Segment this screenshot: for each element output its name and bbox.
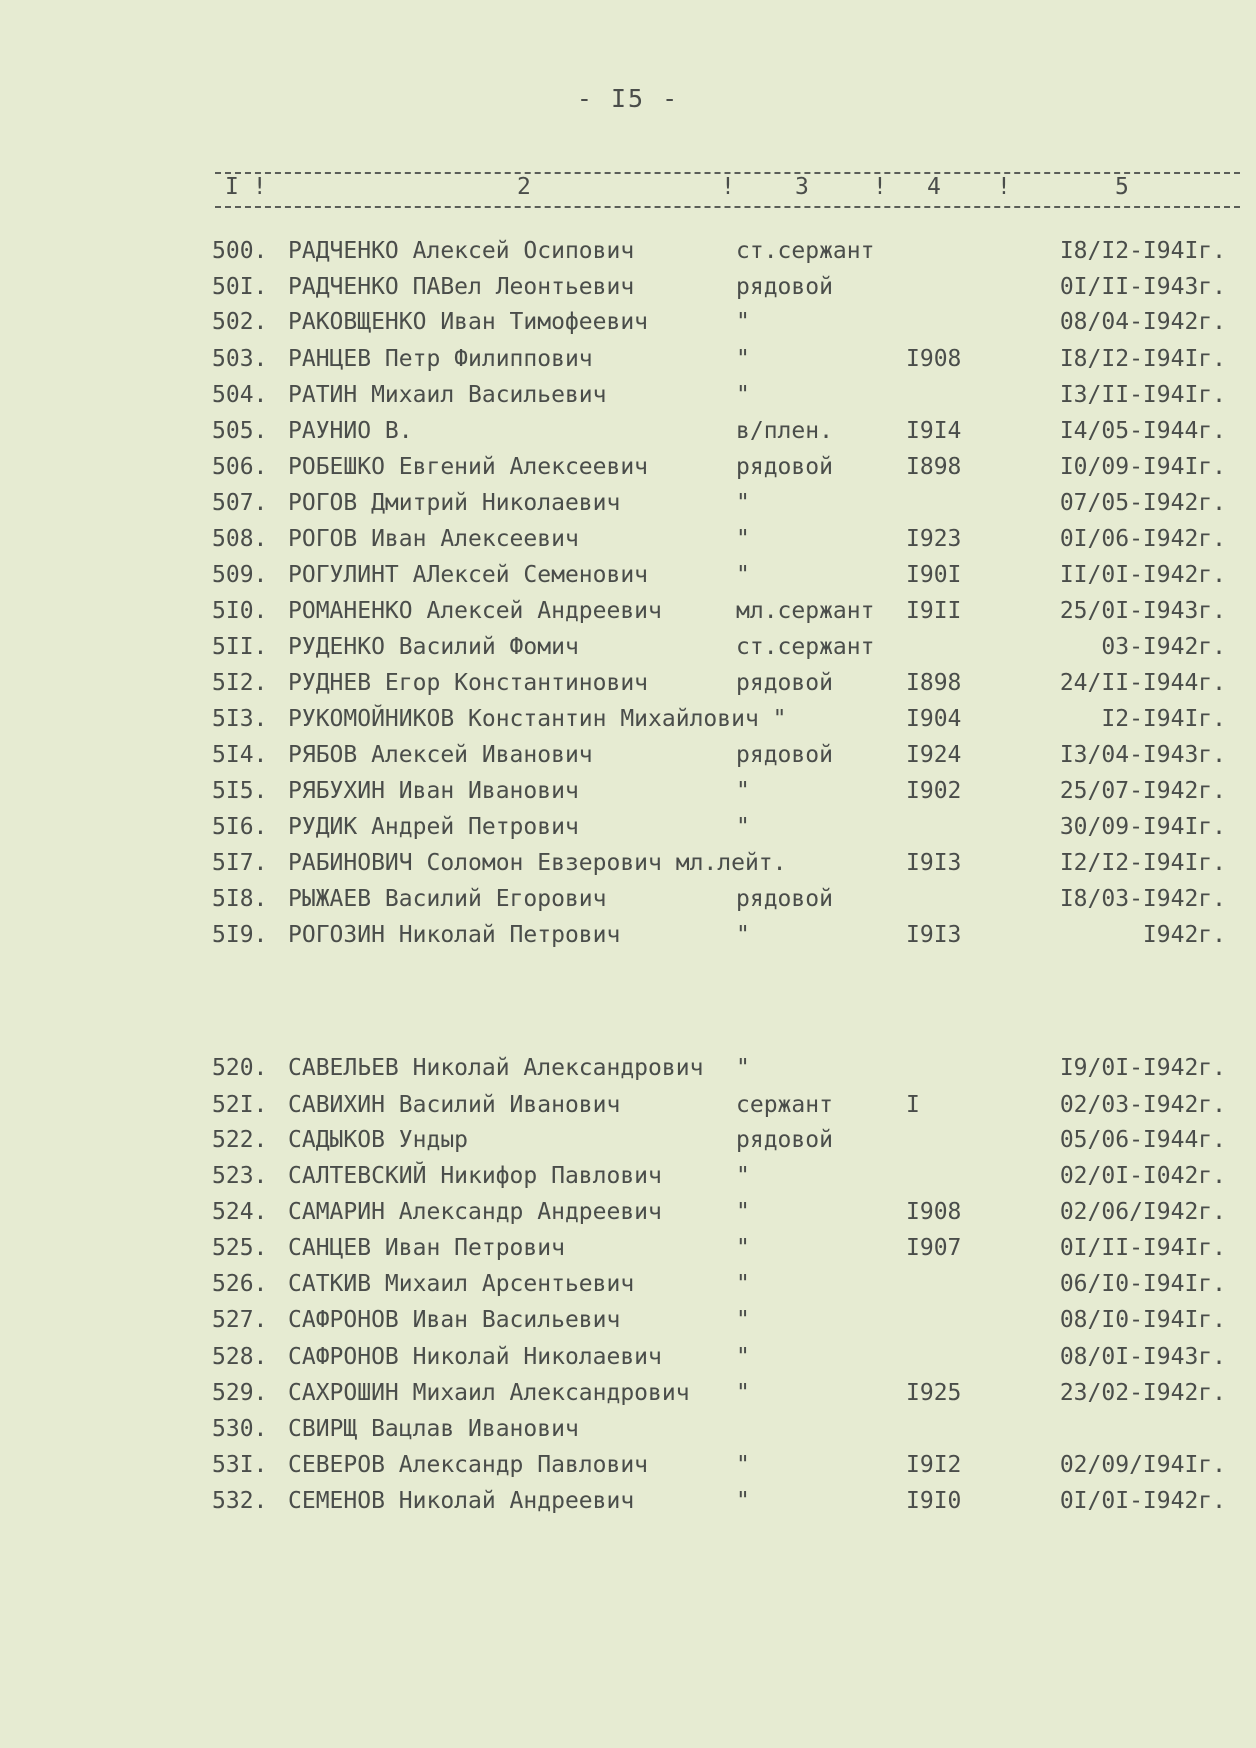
table-row	[0, 778, 1256, 812]
header-col-3: 3	[795, 174, 809, 200]
military-rank: "	[736, 309, 750, 335]
death-date: I942г.	[1142, 922, 1226, 948]
soldier-name: САХРОШИН Михаил Александрович	[288, 1380, 690, 1406]
military-rank: мл.сержант	[736, 598, 875, 624]
row-number: 5I7.	[212, 850, 268, 876]
death-date: I2-I94Iг.	[1101, 706, 1226, 732]
table-row	[0, 1488, 1256, 1522]
soldier-name: САВЕЛЬЕВ Николай Александрович	[288, 1055, 704, 1081]
death-date: 02/06/I942г.	[1059, 1199, 1226, 1225]
birth-year: I904	[906, 706, 962, 732]
military-rank: "	[736, 1452, 750, 1478]
table-row	[0, 309, 1256, 343]
table-row	[0, 1127, 1256, 1161]
death-date: 0I/II-I94Iг.	[1059, 1235, 1226, 1261]
birth-year: I9I0	[906, 1488, 962, 1514]
table-row	[0, 1055, 1256, 1089]
military-rank: ст.сержант	[736, 238, 875, 264]
table-row	[0, 274, 1256, 308]
soldier-name: САЛТЕВСКИЙ Никифор Павлович	[288, 1163, 662, 1189]
death-date: 02/09/I94Iг.	[1059, 1452, 1226, 1478]
birth-year: I898	[906, 670, 962, 696]
soldier-name: РОГОВ Иван Алексеевич	[288, 526, 579, 552]
birth-year: I	[906, 1092, 920, 1118]
soldier-name: РАДЧЕНКО Алексей Осипович	[288, 238, 635, 264]
table-row	[0, 1416, 1256, 1450]
military-rank: "	[736, 1344, 750, 1370]
table-row	[0, 1452, 1256, 1486]
military-rank: "	[736, 382, 750, 408]
table-row	[0, 1092, 1256, 1126]
death-date: 25/07-I942г.	[1059, 778, 1226, 804]
death-date: 02/03-I942г.	[1059, 1092, 1226, 1118]
row-number: 524.	[212, 1199, 268, 1225]
soldier-name: РУДИК Андрей Петрович	[288, 814, 579, 840]
table-row	[0, 526, 1256, 560]
birth-year: I898	[906, 454, 962, 480]
death-date: 08/0I-I943г.	[1059, 1344, 1226, 1370]
soldier-name: РУДНЕВ Егор Константинович	[288, 670, 649, 696]
military-rank: "	[736, 1380, 750, 1406]
birth-year: I9I3	[906, 922, 962, 948]
soldier-name: РЫЖАЕВ Василий Егорович	[288, 886, 607, 912]
row-number: 50I.	[212, 274, 268, 300]
birth-year: I9I3	[906, 850, 962, 876]
military-rank: рядовой	[736, 274, 833, 300]
row-number: 5II.	[212, 634, 268, 660]
row-number: 505.	[212, 418, 268, 444]
death-date: 24/II-I944г.	[1059, 670, 1226, 696]
header-separator: !	[997, 174, 1011, 200]
military-rank: рядовой	[736, 454, 833, 480]
military-rank: "	[736, 1488, 750, 1514]
table-row	[0, 1235, 1256, 1269]
table-row	[0, 454, 1256, 488]
soldier-name: РОГУЛИНТ АЛексей Семенович	[288, 562, 649, 588]
death-date: I4/05-I944г.	[1059, 418, 1226, 444]
soldier-name: САДЫКОВ Ундыр	[288, 1127, 469, 1153]
military-rank: сержант	[736, 1092, 833, 1118]
death-date: I9/0I-I942г.	[1059, 1055, 1226, 1081]
soldier-name: САТКИВ Михаил Арсентьевич	[288, 1271, 635, 1297]
row-number: 52I.	[212, 1092, 268, 1118]
birth-year: I90I	[906, 562, 962, 588]
military-rank: "	[736, 1199, 750, 1225]
death-date: 07/05-I942г.	[1059, 490, 1226, 516]
soldier-name: РАНЦЕВ Петр Филиппович	[288, 346, 593, 372]
header-separator: !	[721, 174, 735, 200]
table-row	[0, 814, 1256, 848]
military-rank: "	[736, 490, 750, 516]
birth-year: I923	[906, 526, 962, 552]
soldier-name: РУДЕНКО Василий Фомич	[288, 634, 579, 660]
death-date: 08/I0-I94Iг.	[1059, 1307, 1226, 1333]
row-number: 5I0.	[212, 598, 268, 624]
death-date: 06/I0-I94Iг.	[1059, 1271, 1226, 1297]
military-rank: "	[736, 1163, 750, 1189]
row-number: 508.	[212, 526, 268, 552]
table-row	[0, 886, 1256, 920]
birth-year: I9I4	[906, 418, 962, 444]
birth-year: I908	[906, 346, 962, 372]
soldier-name: РАКОВЩЕНКО Иван Тимофеевич	[288, 309, 649, 335]
death-date: I8/03-I942г.	[1059, 886, 1226, 912]
row-number: 504.	[212, 382, 268, 408]
row-number: 526.	[212, 1271, 268, 1297]
header-col-1: I !	[225, 174, 267, 200]
birth-year: I924	[906, 742, 962, 768]
row-number: 502.	[212, 309, 268, 335]
death-date: 08/04-I942г.	[1059, 309, 1226, 335]
military-rank: рядовой	[736, 742, 833, 768]
death-date: I8/I2-I94Iг.	[1059, 346, 1226, 372]
death-date: 23/02-I942г.	[1059, 1380, 1226, 1406]
row-number: 509.	[212, 562, 268, 588]
table-header	[215, 172, 1240, 208]
soldier-name: САВИХИН Василий Иванович	[288, 1092, 621, 1118]
table-row	[0, 1271, 1256, 1305]
death-date: I2/I2-I94Iг.	[1059, 850, 1226, 876]
soldier-name: САФРОНОВ Николай Николаевич	[288, 1344, 662, 1370]
row-number: 5I3.	[212, 706, 268, 732]
table-row	[0, 850, 1256, 884]
soldier-name: САНЦЕВ Иван Петрович	[288, 1235, 565, 1261]
row-number: 530.	[212, 1416, 268, 1442]
military-rank: "	[736, 1271, 750, 1297]
birth-year: I925	[906, 1380, 962, 1406]
military-rank: рядовой	[736, 1127, 833, 1153]
row-number: 523.	[212, 1163, 268, 1189]
row-number: 53I.	[212, 1452, 268, 1478]
death-date: 05/06-I944г.	[1059, 1127, 1226, 1153]
table-row	[0, 1344, 1256, 1378]
military-rank: "	[736, 346, 750, 372]
table-row	[0, 634, 1256, 668]
soldier-name: РАТИН Михаил Васильевич	[288, 382, 607, 408]
death-date: 02/0I-I042г.	[1059, 1163, 1226, 1189]
birth-year: I902	[906, 778, 962, 804]
table-row	[0, 238, 1256, 272]
military-rank: "	[736, 922, 750, 948]
military-rank: "	[736, 1055, 750, 1081]
soldier-name: РАБИНОВИЧ Соломон Евзерович мл.лейт.	[288, 850, 787, 876]
table-row	[0, 1199, 1256, 1233]
table-row	[0, 922, 1256, 956]
military-rank: рядовой	[736, 670, 833, 696]
soldier-name: САМАРИН Александр Андреевич	[288, 1199, 662, 1225]
table-row	[0, 670, 1256, 704]
table-row	[0, 1307, 1256, 1341]
birth-year: I907	[906, 1235, 962, 1261]
military-rank: в/плен.	[736, 418, 833, 444]
soldier-name: РОМАНЕНКО Алексей Андреевич	[288, 598, 662, 624]
row-number: 507.	[212, 490, 268, 516]
soldier-name: САФРОНОВ Иван Васильевич	[288, 1307, 621, 1333]
row-number: 528.	[212, 1344, 268, 1370]
table-row	[0, 562, 1256, 596]
soldier-name: РАДЧЕНКО ПАВел Леонтьевич	[288, 274, 635, 300]
page-number: - I5 -	[576, 84, 680, 113]
military-rank: "	[736, 814, 750, 840]
soldier-name: РОБЕШКО Евгений Алексеевич	[288, 454, 649, 480]
row-number: 5I6.	[212, 814, 268, 840]
military-rank: рядовой	[736, 886, 833, 912]
death-date: II/0I-I942г.	[1059, 562, 1226, 588]
death-date: 03-I942г.	[1101, 634, 1226, 660]
header-col-2: 2	[517, 174, 531, 200]
death-date: I8/I2-I94Iг.	[1059, 238, 1226, 264]
military-rank: "	[736, 526, 750, 552]
death-date: I3/04-I943г.	[1059, 742, 1226, 768]
header-separator: !	[873, 174, 887, 200]
row-number: 525.	[212, 1235, 268, 1261]
soldier-name: РАУНИО В.	[288, 418, 413, 444]
row-number: 527.	[212, 1307, 268, 1333]
soldier-name: СЕВЕРОВ Александр Павлович	[288, 1452, 649, 1478]
soldier-name: РУКОМОЙНИКОВ Константин Михайлович "	[288, 706, 787, 732]
soldier-name: РЯБОВ Алексей Иванович	[288, 742, 593, 768]
death-date: 25/0I-I943г.	[1059, 598, 1226, 624]
soldier-name: СВИРЩ Вацлав Иванович	[288, 1416, 579, 1442]
table-row	[0, 598, 1256, 632]
soldier-name: СЕМЕНОВ Николай Андреевич	[288, 1488, 635, 1514]
row-number: 529.	[212, 1380, 268, 1406]
row-number: 520.	[212, 1055, 268, 1081]
soldier-name: РОГОВ Дмитрий Николаевич	[288, 490, 621, 516]
header-col-4: 4	[927, 174, 941, 200]
birth-year: I9I2	[906, 1452, 962, 1478]
row-number: 506.	[212, 454, 268, 480]
row-number: 503.	[212, 346, 268, 372]
table-row	[0, 706, 1256, 740]
soldier-name: РЯБУХИН Иван Иванович	[288, 778, 579, 804]
table-row	[0, 1163, 1256, 1197]
table-row	[0, 742, 1256, 776]
table-row	[0, 1380, 1256, 1414]
military-rank: "	[736, 1235, 750, 1261]
military-rank: "	[736, 778, 750, 804]
death-date: 0I/II-I943г.	[1059, 274, 1226, 300]
table-row	[0, 346, 1256, 380]
table-row	[0, 382, 1256, 416]
row-number: 5I2.	[212, 670, 268, 696]
death-date: I0/09-I94Iг.	[1059, 454, 1226, 480]
death-date: I3/II-I94Iг.	[1059, 382, 1226, 408]
row-number: 5I5.	[212, 778, 268, 804]
military-rank: "	[736, 562, 750, 588]
death-date: 30/09-I94Iг.	[1059, 814, 1226, 840]
military-rank: "	[736, 1307, 750, 1333]
row-number: 532.	[212, 1488, 268, 1514]
row-number: 522.	[212, 1127, 268, 1153]
header-col-5: 5	[1115, 174, 1129, 200]
row-number: 5I4.	[212, 742, 268, 768]
death-date: 0I/06-I942г.	[1059, 526, 1226, 552]
table-row	[0, 418, 1256, 452]
birth-year: I9II	[906, 598, 962, 624]
birth-year: I908	[906, 1199, 962, 1225]
row-number: 5I9.	[212, 922, 268, 948]
row-number: 500.	[212, 238, 268, 264]
death-date: 0I/0I-I942г.	[1059, 1488, 1226, 1514]
row-number: 5I8.	[212, 886, 268, 912]
military-rank: ст.сержант	[736, 634, 875, 660]
soldier-name: РОГОЗИН Николай Петрович	[288, 922, 621, 948]
table-row	[0, 490, 1256, 524]
